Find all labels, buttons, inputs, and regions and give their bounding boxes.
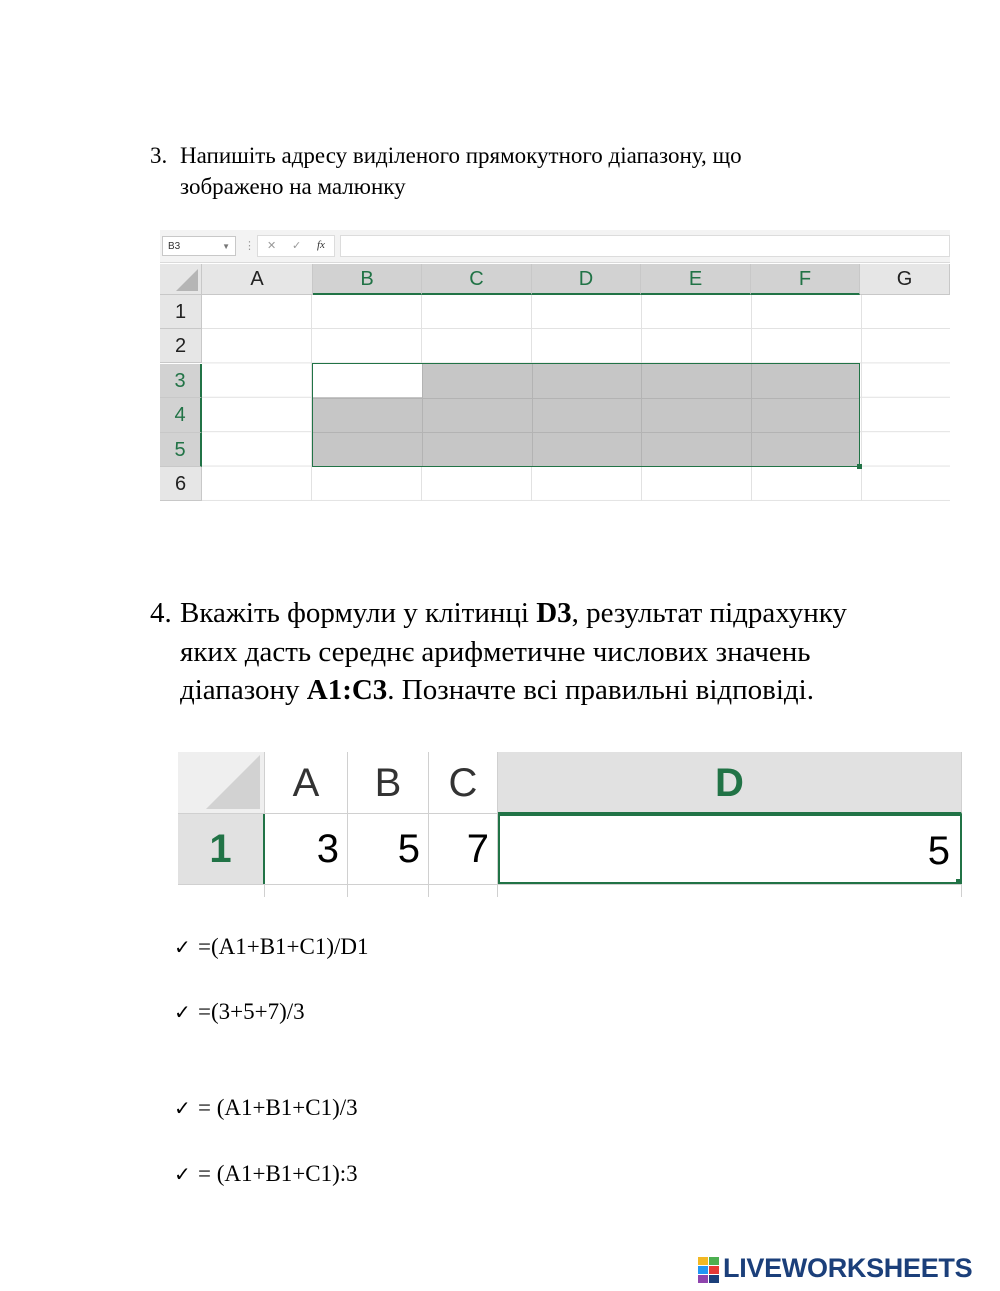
column-header-c: C	[429, 752, 498, 814]
select-all-corner	[160, 264, 202, 295]
row-header-1: 1	[178, 814, 265, 884]
answer-option-4-text: = (A1+B1+C1):3	[198, 1161, 358, 1186]
question-4-number: 4.	[150, 597, 172, 629]
range-divider	[641, 364, 642, 466]
cell-a1: 3	[265, 814, 348, 884]
logo-blocks-icon	[698, 1257, 720, 1283]
range-divider	[313, 432, 859, 433]
grid-stub	[428, 885, 429, 897]
range-divider	[313, 398, 859, 399]
column-header-c: C	[422, 264, 532, 295]
question-4-part-3: . Позначте всі правильні відповіді.	[387, 674, 814, 706]
question-3-line-1: Напишіть адресу виділеного прямокутного діапазону, що	[180, 143, 742, 168]
grid-stub	[347, 885, 348, 897]
chevron-down-icon: ▼	[222, 242, 230, 251]
check-icon: ✓	[174, 1162, 191, 1186]
question-4-part-2: , результат підрахунку яких дасть середнє арифметичне числових значень діапазону	[180, 597, 847, 706]
range-divider	[751, 364, 752, 466]
question-3-line-2: зображено на малюнку	[180, 174, 406, 199]
cell-c1: 7	[429, 814, 498, 884]
range-divider	[532, 364, 533, 466]
name-box	[162, 236, 236, 256]
range-divider	[422, 364, 423, 466]
question-4-text	[180, 594, 900, 710]
function-icon: fx	[317, 239, 325, 251]
grid-stub	[497, 885, 498, 897]
question-4-part-1: Вкажіть формули у клітинці	[180, 597, 537, 629]
formula-input	[340, 235, 950, 257]
question-4-cell-ref: D3	[536, 597, 572, 629]
answer-option-2[interactable]	[174, 997, 305, 1027]
grid-stub	[961, 885, 962, 897]
cancel-icon: ✕	[267, 240, 277, 252]
check-icon: ✓	[174, 1096, 191, 1120]
question-4-range-ref: A1:C3	[306, 674, 388, 706]
spreadsheet-screenshot-1	[160, 230, 950, 502]
column-header-e: E	[641, 264, 751, 295]
formula-buttons	[257, 235, 335, 257]
cell-b1: 5	[348, 814, 429, 884]
answer-option-1[interactable]	[174, 932, 369, 962]
logo-text: LIVEWORKSHEETS	[723, 1253, 973, 1283]
column-header-d: D	[498, 752, 962, 814]
row-header-5: 5	[160, 433, 202, 467]
column-header-a: A	[265, 752, 348, 814]
column-header-b: B	[313, 264, 422, 295]
row-header-3: 3	[160, 364, 202, 398]
question-3-text	[180, 140, 880, 202]
row-header-2: 2	[160, 329, 202, 363]
column-header-f: F	[751, 264, 860, 295]
column-header-d: D	[532, 264, 641, 295]
row-header-1: 1	[160, 295, 202, 329]
select-all-corner	[178, 752, 265, 814]
column-header-b: B	[348, 752, 429, 814]
enter-icon: ✓	[292, 240, 302, 252]
row-header-4: 4	[160, 398, 202, 433]
grid-stub	[264, 885, 265, 897]
answer-option-2-text: =(3+5+7)/3	[198, 999, 305, 1024]
row-header-6: 6	[160, 467, 202, 501]
question-3-number: 3.	[150, 143, 168, 168]
column-header-g: G	[860, 264, 950, 295]
spreadsheet-screenshot-2	[178, 752, 962, 897]
check-icon: ✓	[174, 1000, 191, 1024]
row-gridline	[178, 884, 962, 885]
check-icon: ✓	[174, 935, 191, 959]
answer-option-4[interactable]	[174, 1159, 358, 1189]
cell-d1: 5	[498, 814, 962, 884]
fill-handle	[857, 464, 862, 469]
answer-option-3[interactable]	[174, 1093, 358, 1123]
column-header-a: A	[202, 264, 313, 295]
formula-bar	[160, 230, 950, 263]
active-cell-b3	[313, 364, 422, 397]
answer-option-1-text: =(A1+B1+C1)/D1	[198, 934, 369, 959]
name-box-value: B3	[168, 241, 181, 252]
more-icon: ⋮	[244, 240, 255, 252]
answer-option-3-text: = (A1+B1+C1)/3	[198, 1095, 358, 1120]
